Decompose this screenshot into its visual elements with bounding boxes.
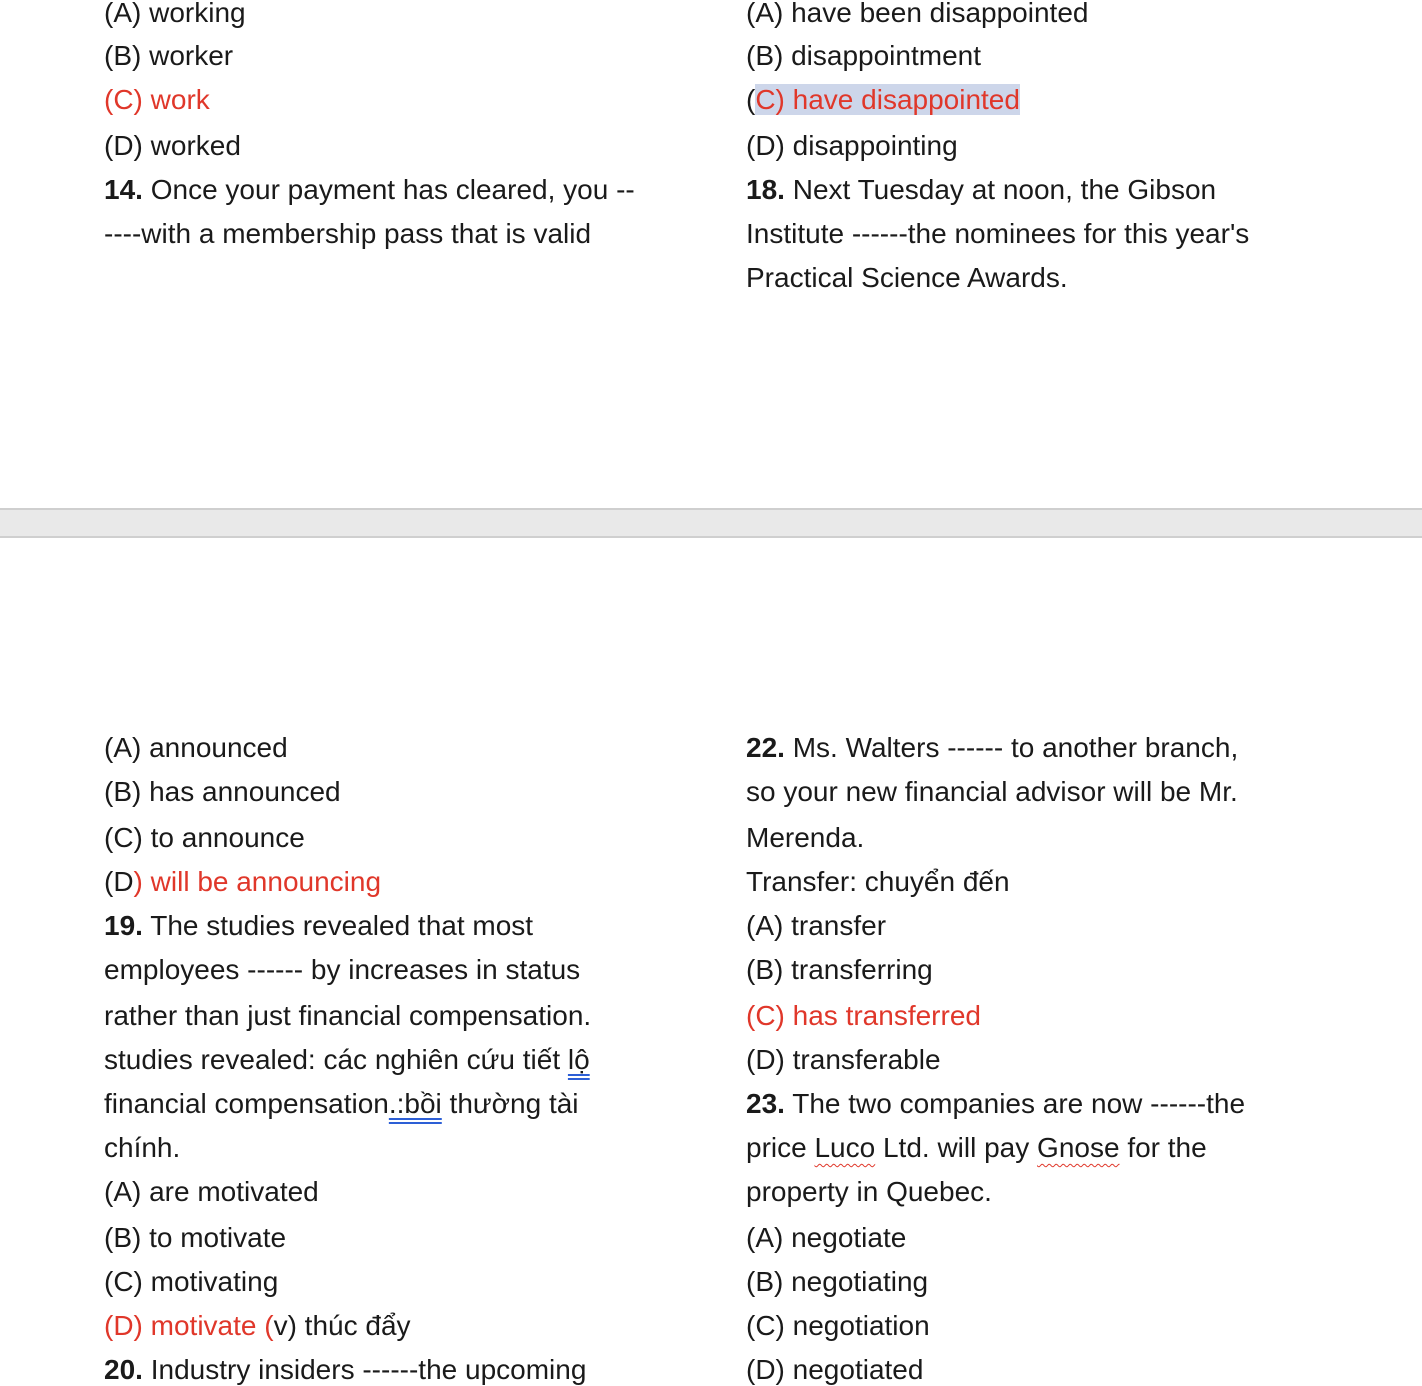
grammar-flagged-word[interactable]: .:bồi	[388, 1088, 442, 1119]
option-19-d-answer	[104, 1309, 411, 1343]
option-17-b: (B) disappointment	[746, 40, 982, 71]
option-22-c-answer: (C) has transferred	[746, 1000, 981, 1031]
option-13-a: (A) working	[104, 0, 246, 28]
option-19-b: (B) to motivate	[104, 1222, 287, 1253]
paren: (	[746, 84, 756, 115]
answer-text: (D) motivate (	[104, 1310, 274, 1341]
option-22-a: (A) transfer	[746, 910, 887, 941]
text-segment: for the	[1119, 1132, 1207, 1163]
text-segment: price	[746, 1132, 815, 1163]
question-number: 14.	[104, 174, 143, 205]
question-14-line1	[104, 173, 635, 207]
note-financial-compensation	[104, 1087, 579, 1121]
question-text: The studies revealed that most	[142, 910, 534, 941]
question-19-line1	[104, 909, 533, 943]
option-13-d: (D) worked	[104, 130, 241, 161]
option-19-c: (C) motivating	[104, 1266, 279, 1297]
option-18-b: (B) has announced	[104, 776, 341, 807]
grammar-flagged-word[interactable]: lộ	[567, 1044, 590, 1075]
question-14-line2: ----with a membership pass that is valid	[104, 218, 592, 249]
option-23-c: (C) negotiation	[746, 1310, 930, 1341]
option-22-b: (B) transferring	[746, 954, 933, 985]
option-17-a: (A) have been disappointed	[746, 0, 1089, 28]
note-transfer: Transfer: chuyển đến	[746, 866, 1010, 897]
selected-answer-text[interactable]: C) have disappointed	[755, 84, 1020, 115]
question-22-line3: Merenda.	[746, 822, 865, 853]
option-prefix: (D	[104, 866, 134, 897]
answer-text: ) will be announcing	[133, 866, 382, 897]
question-text: Next Tuesday at noon, the Gibson	[784, 174, 1217, 205]
option-17-d: (D) disappointing	[746, 130, 958, 161]
question-number: 20.	[104, 1354, 143, 1385]
option-17-c-answer[interactable]	[746, 83, 1020, 117]
question-text: Industry insiders ------the upcoming	[142, 1354, 587, 1385]
text-segment: Ltd. will pay	[875, 1132, 1038, 1163]
question-text: Ms. Walters ------ to another branch,	[784, 732, 1239, 763]
question-text: The two companies are now ------the	[784, 1088, 1246, 1119]
question-23-line3: property in Quebec.	[746, 1176, 992, 1207]
option-22-d: (D) transferable	[746, 1044, 941, 1075]
question-18-line1	[746, 173, 1216, 207]
option-18-d-answer	[104, 865, 381, 899]
answer-note: v) thúc đẩy	[273, 1310, 411, 1341]
option-18-a: (A) announced	[104, 732, 288, 763]
question-text: Once your payment has cleared, you --	[142, 174, 635, 205]
spelling-flagged-word[interactable]: Gnose	[1037, 1132, 1120, 1163]
option-23-a: (A) negotiate	[746, 1222, 907, 1253]
option-19-a: (A) are motivated	[104, 1176, 319, 1207]
option-23-b: (B) negotiating	[746, 1266, 929, 1297]
question-19-line2: employees ------ by increases in status	[104, 954, 581, 985]
option-13-c-answer: (C) work	[104, 84, 210, 115]
question-number: 22.	[746, 732, 785, 763]
question-22-line2: so your new financial advisor will be Mr.	[746, 776, 1238, 807]
option-13-b: (B) worker	[104, 40, 234, 71]
option-23-d: (D) negotiated	[746, 1354, 924, 1385]
question-22-line1	[746, 731, 1238, 765]
spelling-flagged-word[interactable]: Luco	[814, 1132, 876, 1163]
option-18-c: (C) to announce	[104, 822, 305, 853]
question-number: 23.	[746, 1088, 785, 1119]
question-number: 18.	[746, 174, 785, 205]
document-page-top	[0, 0, 1422, 508]
page-break	[0, 508, 1422, 538]
question-19-line3: rather than just financial compensation.	[104, 1000, 592, 1031]
note-text: financial compensation	[104, 1088, 389, 1119]
document-page-bottom	[0, 538, 1422, 1386]
question-number: 19.	[104, 910, 143, 941]
note-studies-revealed	[104, 1043, 590, 1077]
question-20-line1	[104, 1353, 586, 1386]
question-23-line1	[746, 1087, 1245, 1121]
note-text: studies revealed: các nghiên cứu tiết	[104, 1044, 568, 1075]
question-23-line2	[746, 1131, 1207, 1165]
note-text-tail: thường tài	[441, 1088, 579, 1119]
note-line3: chính.	[104, 1132, 181, 1163]
question-18-line3: Practical Science Awards.	[746, 262, 1068, 293]
question-18-line2: Institute ------the nominees for this year's	[746, 218, 1250, 249]
